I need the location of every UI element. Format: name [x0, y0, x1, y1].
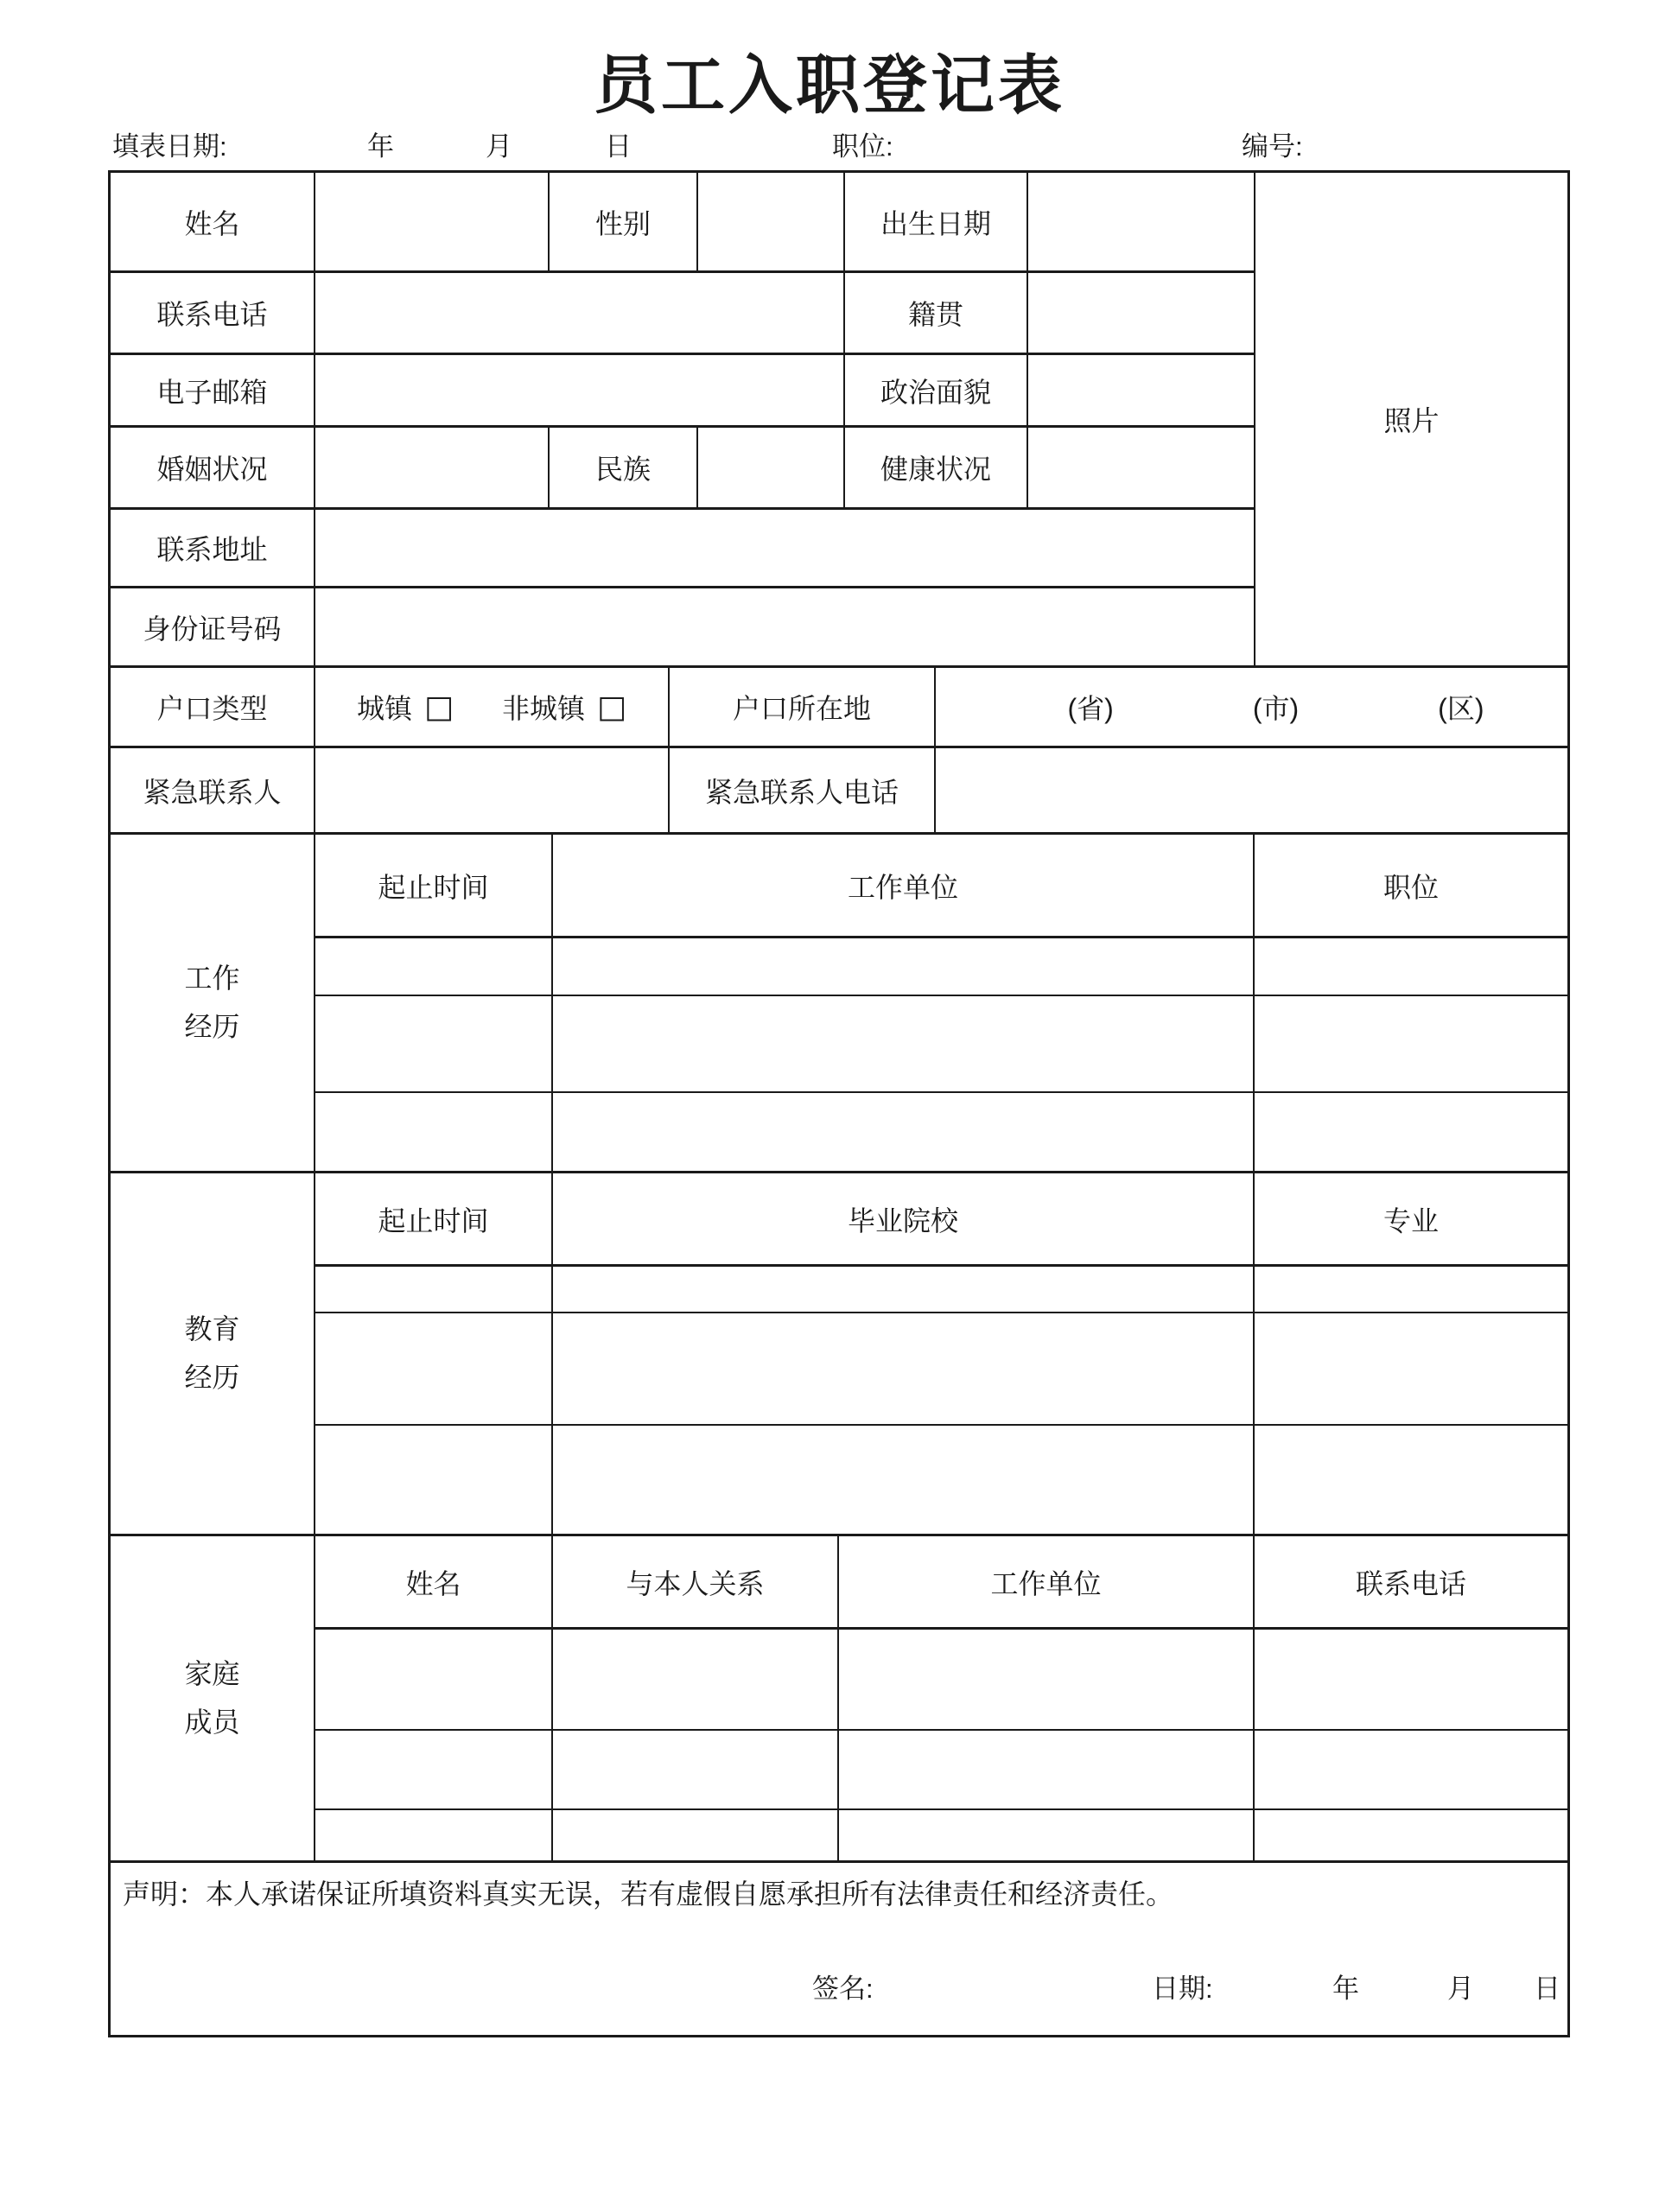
- hukou-type-label: 户口类型: [156, 693, 268, 724]
- family-section-label-line1: 家庭: [184, 1658, 240, 1690]
- signature-label: 签名:: [812, 1974, 874, 2004]
- email-input-cell[interactable]: [315, 355, 845, 428]
- education-row1-school-cell[interactable]: [553, 1267, 1255, 1313]
- family-header-name-label: 姓名: [405, 1567, 461, 1599]
- political-label-cell: [845, 355, 1028, 428]
- work-header-position-label: 职位: [1382, 871, 1439, 903]
- work-header-time: [315, 835, 553, 938]
- emergency-name-input-cell[interactable]: [315, 748, 670, 835]
- gender-label-cell: [550, 173, 698, 273]
- id-number-input-cell[interactable]: [315, 588, 1255, 668]
- family-header-relation: [553, 1536, 839, 1630]
- work-section-label-line1: 工作: [184, 963, 240, 995]
- education-row2-school-cell[interactable]: [553, 1313, 1255, 1426]
- day-label: 日: [605, 131, 632, 162]
- education-header-major-label: 专业: [1382, 1205, 1439, 1236]
- family-row1-phone-cell[interactable]: [1255, 1630, 1567, 1731]
- birthdate-input-cell[interactable]: [1028, 173, 1255, 273]
- family-row3-phone-cell[interactable]: [1255, 1810, 1567, 1863]
- family-section-label-cell: [111, 1536, 315, 1863]
- work-experience-grid: [111, 835, 1567, 1173]
- fill-date-label: 填表日期:: [112, 131, 227, 162]
- address-input-cell[interactable]: [315, 510, 1255, 588]
- education-header-major: [1255, 1173, 1567, 1267]
- education-section-label-line1: 教育: [184, 1313, 240, 1345]
- work-row3-company-cell[interactable]: [553, 1093, 1255, 1173]
- family-row3-relation-cell[interactable]: [553, 1810, 839, 1863]
- family-row1-company-cell[interactable]: [839, 1630, 1255, 1731]
- photo-cell[interactable]: [1255, 173, 1567, 668]
- signature-row: [111, 1863, 1567, 2035]
- education-section-label-line2: 经历: [184, 1361, 240, 1393]
- hukou-type-label-cell: [111, 668, 315, 748]
- education-row2-time-cell[interactable]: [315, 1313, 553, 1426]
- id-number-label-cell: [111, 588, 315, 668]
- gender-input-cell[interactable]: [698, 173, 845, 273]
- work-row2-position-cell[interactable]: [1255, 996, 1567, 1093]
- declaration-statement: 声明：本人承诺保证所填资料真实无误，若有虚假自愿承担所有法律责任和经济责任。: [123, 1878, 1174, 1910]
- family-header-phone: [1255, 1536, 1567, 1630]
- political-label: 政治面貌: [880, 376, 991, 408]
- education-row1-time-cell[interactable]: [315, 1267, 553, 1313]
- email-label: 电子邮箱: [156, 376, 268, 408]
- hukou-rural-checkbox[interactable]: □: [597, 689, 627, 725]
- education-row3-time-cell[interactable]: [315, 1426, 553, 1536]
- birthdate-label-cell: [845, 173, 1028, 273]
- id-number-label: 身份证号码: [143, 613, 282, 645]
- family-header-company: [839, 1536, 1255, 1630]
- family-row1-relation-cell[interactable]: [553, 1630, 839, 1731]
- political-input-cell[interactable]: [1028, 355, 1255, 428]
- emergency-name-label: 紧急联系人: [143, 776, 282, 808]
- work-row1-company-cell[interactable]: [553, 938, 1255, 996]
- hukou-rural-label: 非城镇: [502, 693, 586, 724]
- emergency-phone-label: 紧急联系人电话: [704, 776, 899, 808]
- family-row1-name-cell[interactable]: [315, 1630, 553, 1731]
- name-input-cell[interactable]: [315, 173, 550, 273]
- name-label-cell: [111, 173, 315, 273]
- family-header-company-label: 工作单位: [990, 1567, 1102, 1599]
- native-place-input-cell[interactable]: [1028, 273, 1255, 355]
- marital-input-cell[interactable]: [315, 428, 550, 510]
- sign-day-label: 日: [1534, 1974, 1560, 2004]
- email-label-cell: [111, 355, 315, 428]
- family-section-label-line2: 成员: [184, 1706, 240, 1738]
- family-row2-company-cell[interactable]: [839, 1731, 1255, 1810]
- work-row1-time-cell[interactable]: [315, 938, 553, 996]
- education-row3-major-cell[interactable]: [1255, 1426, 1567, 1536]
- sign-date-label: 日期:: [1152, 1974, 1213, 2004]
- health-label-cell: [845, 428, 1028, 510]
- sign-year-label: 年: [1332, 1974, 1359, 2004]
- photo-label: 照片: [1383, 405, 1440, 436]
- family-row3-name-cell[interactable]: [315, 1810, 553, 1863]
- work-row2-time-cell[interactable]: [315, 996, 553, 1093]
- emergency-phone-label-cell: [670, 748, 936, 835]
- education-row1-major-cell[interactable]: [1255, 1267, 1567, 1313]
- phone-label-cell: [111, 273, 315, 355]
- name-label: 姓名: [184, 207, 240, 239]
- hukou-urban-checkbox[interactable]: □: [423, 689, 454, 725]
- family-grid: [111, 1536, 1567, 1863]
- phone-input-cell[interactable]: [315, 273, 845, 355]
- family-row2-phone-cell[interactable]: [1255, 1731, 1567, 1810]
- ethnic-label: 民族: [594, 454, 651, 485]
- education-header-time: [315, 1173, 553, 1267]
- family-row3-company-cell[interactable]: [839, 1810, 1255, 1863]
- native-place-label-cell: [845, 273, 1028, 355]
- family-header-name: [315, 1536, 553, 1630]
- hukou-emergency-grid: [111, 668, 1567, 835]
- hukou-place-input-cell[interactable]: [936, 668, 1567, 748]
- hukou-place-label: 户口所在地: [732, 693, 871, 724]
- hukou-type-options-cell: [315, 668, 670, 748]
- hukou-place-label-cell: [670, 668, 936, 748]
- sign-month-label: 月: [1447, 1974, 1474, 2004]
- education-header-school: [553, 1173, 1255, 1267]
- work-row1-position-cell[interactable]: [1255, 938, 1567, 996]
- work-header-time-label: 起止时间: [378, 871, 489, 903]
- work-header-position: [1255, 835, 1567, 938]
- year-label: 年: [367, 131, 394, 162]
- education-section-label-cell: [111, 1173, 315, 1536]
- work-header-company: [553, 835, 1255, 938]
- month-label: 月: [486, 131, 512, 162]
- education-header-time-label: 起止时间: [378, 1205, 489, 1236]
- address-label: 联系地址: [156, 534, 268, 565]
- work-row3-time-cell[interactable]: [315, 1093, 553, 1173]
- serial-label: 编号:: [1242, 131, 1303, 162]
- work-header-company-label: 工作单位: [847, 871, 958, 903]
- gender-label: 性别: [594, 207, 651, 239]
- family-row2-name-cell[interactable]: [315, 1731, 553, 1810]
- province-label: (省): [1067, 693, 1114, 724]
- address-label-cell: [111, 510, 315, 588]
- native-place-label: 籍贯: [907, 299, 963, 330]
- marital-label: 婚姻状况: [156, 454, 268, 485]
- declaration-section: [111, 1863, 1567, 2035]
- work-row2-company-cell[interactable]: [553, 996, 1255, 1093]
- work-section-label-line2: 经历: [184, 1010, 240, 1042]
- health-label: 健康状况: [880, 454, 991, 485]
- education-row3-school-cell[interactable]: [553, 1426, 1255, 1536]
- family-header-phone-label: 联系电话: [1355, 1567, 1466, 1599]
- work-section-label-cell: [111, 835, 315, 1173]
- family-header-relation-label: 与本人关系: [626, 1567, 765, 1599]
- position-label: 职位:: [832, 131, 893, 162]
- birthdate-label: 出生日期: [880, 207, 991, 239]
- district-label: (区): [1438, 693, 1484, 724]
- emergency-phone-input-cell[interactable]: [936, 748, 1567, 835]
- ethnic-input-cell[interactable]: [698, 428, 845, 510]
- hukou-urban-label: 城镇: [356, 693, 412, 724]
- education-grid: [111, 1173, 1567, 1536]
- education-row2-major-cell[interactable]: [1255, 1313, 1567, 1426]
- ethnic-label-cell: [550, 428, 698, 510]
- marital-label-cell: [111, 428, 315, 510]
- health-input-cell[interactable]: [1028, 428, 1255, 510]
- registration-form-table: [108, 170, 1570, 2037]
- family-row2-relation-cell[interactable]: [553, 1731, 839, 1810]
- work-row3-position-cell[interactable]: [1255, 1093, 1567, 1173]
- city-label: (市): [1252, 693, 1300, 724]
- personal-info-grid: [111, 173, 1567, 668]
- form-title: 员工入职登记表: [594, 49, 1065, 121]
- emergency-name-label-cell: [111, 748, 315, 835]
- form-meta-row: [0, 128, 1659, 166]
- phone-label: 联系电话: [156, 299, 268, 330]
- education-header-school-label: 毕业院校: [847, 1205, 958, 1236]
